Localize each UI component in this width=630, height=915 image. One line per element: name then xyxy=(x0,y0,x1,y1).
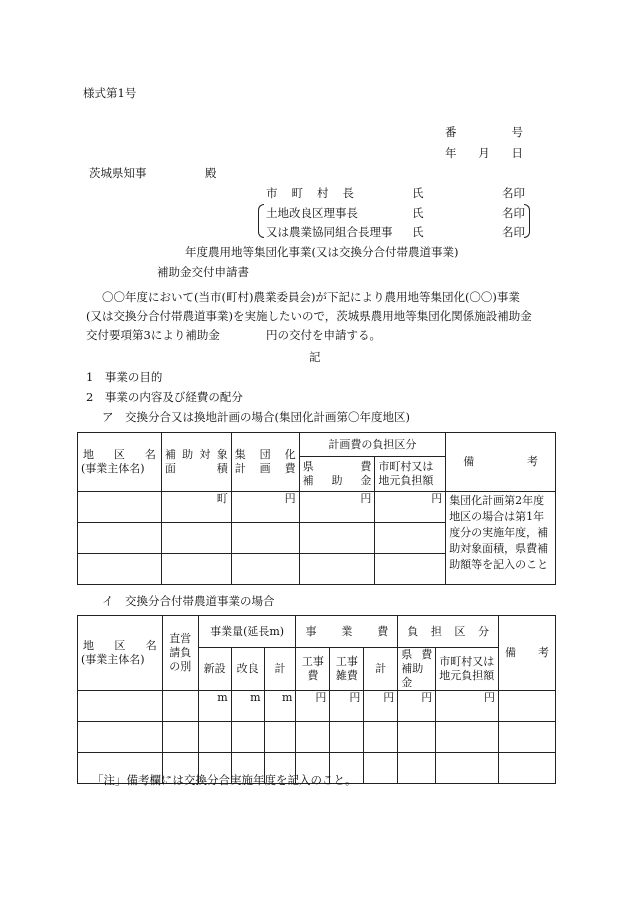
t1-unit-area[interactable]: 町 xyxy=(161,492,231,523)
addressee: 茨城県知事 xyxy=(89,166,147,180)
body-line3b: 円の交付を申請する。 xyxy=(266,328,381,342)
footnote: 「注」備考欄には交換分合実施年度を記入のこと。 xyxy=(92,773,357,787)
t1-cell[interactable] xyxy=(231,523,299,554)
applicant-landimprovement-name: 氏 xyxy=(412,206,424,220)
table-plan-cost xyxy=(77,432,556,585)
title-line1: 年度農用地等集団化事業(又は交換分合付帯農道事業) xyxy=(185,245,459,259)
applicant-coop-name: 氏 xyxy=(412,225,424,239)
t2-header-district: 地 区 名 (事業主体名) xyxy=(78,616,163,691)
t1-cell[interactable] xyxy=(375,523,446,554)
applicant-mayor-role: 市 町 村 長 xyxy=(266,186,354,200)
t1-cell[interactable] xyxy=(161,554,231,585)
applicant-landimprovement-role: 土地改良区理事長 xyxy=(266,206,358,220)
t2-cell[interactable] xyxy=(78,691,163,722)
t1-header-muni-burden: 市町村又は 地元負担額 xyxy=(375,457,446,492)
t2-unit-yen[interactable]: 円 xyxy=(364,691,398,722)
form-number: 様式第1号 xyxy=(83,86,137,100)
t2-cell[interactable] xyxy=(296,722,330,753)
t2-header-work: 事業量(延長m) xyxy=(198,616,296,648)
t2-cell[interactable] xyxy=(499,722,556,753)
section-1: 1 事業の目的 xyxy=(86,370,163,384)
t1-cell[interactable] xyxy=(78,554,162,585)
title-line2: 補助金交付申請書 xyxy=(157,265,249,279)
t1-cell[interactable] xyxy=(78,523,162,554)
t1-header-pref-subsidy: 県 費 補 助 金 xyxy=(299,457,375,492)
t2-unit-yen[interactable]: 円 xyxy=(398,691,436,722)
body-line3a: 交付要項第3により補助金 xyxy=(86,328,220,342)
applicant-mayor-name: 氏 xyxy=(412,186,424,200)
t2-header-pref: 県 費 補助金 xyxy=(398,648,436,691)
table-road-cost xyxy=(77,615,556,784)
t2-cell[interactable] xyxy=(499,753,556,784)
t1-cell[interactable] xyxy=(299,523,375,554)
t2-unit-yen[interactable]: 円 xyxy=(296,691,330,722)
t2-cell[interactable] xyxy=(330,722,364,753)
body-line2: (又は交換分合付帯農道事業)を実施したいので，茨城県農用地等集団化関係施設補助金 xyxy=(86,309,532,323)
applicant-landimprovement-seal: 名印 xyxy=(502,206,525,220)
t1-cell[interactable] xyxy=(161,523,231,554)
t2-cell[interactable] xyxy=(198,722,231,753)
t1-cell[interactable] xyxy=(78,492,162,523)
t1-cell[interactable] xyxy=(375,554,446,585)
t1-cell[interactable] xyxy=(231,554,299,585)
applicant-coop-seal: 名印 xyxy=(502,225,525,239)
t2-header-remarks: 備 考 xyxy=(499,616,556,691)
t2-unit-yen[interactable]: 円 xyxy=(330,691,364,722)
t2-header-work-total: 計 xyxy=(264,648,296,691)
bracket-left xyxy=(258,204,264,238)
t1-header-district: 地 区 名 (事業主体名) xyxy=(78,433,162,492)
t2-header-cost: 事 業 費 xyxy=(296,616,398,648)
t2-cell[interactable] xyxy=(78,722,163,753)
t2-header-construction: 工事 費 xyxy=(296,648,330,691)
body-line1: 〇〇年度において(当市(町村)農業委員会)が下記により農用地等集団化(〇〇)事業 xyxy=(102,290,520,304)
t2-cell[interactable] xyxy=(231,722,264,753)
t1-unit-yen[interactable]: 円 xyxy=(299,492,375,523)
t1-unit-yen[interactable]: 円 xyxy=(231,492,299,523)
t1-header-burden: 計画費の負担区分 xyxy=(299,433,446,457)
ki-heading: 記 xyxy=(309,350,321,364)
t1-remarks-note: 集団化計画第2年度地区の場合は第1年度分の実施年度，補助対象面積，県費補助額等を記入のこと xyxy=(446,492,556,585)
t2-cell[interactable] xyxy=(264,722,296,753)
t1-unit-yen[interactable]: 円 xyxy=(375,492,446,523)
t2-header-direct: 直営 請負 の別 xyxy=(162,616,198,691)
honorific: 殿 xyxy=(205,166,217,180)
date-line: 年 月 日 xyxy=(445,146,523,160)
t2-unit-m[interactable]: m xyxy=(231,691,264,722)
t2-header-cost-total: 計 xyxy=(364,648,398,691)
section-a: ア 交換分合又は換地計画の場合(集団化計画第〇年度地区) xyxy=(102,410,410,424)
section-i: イ 交換分合付帯農道事業の場合 xyxy=(102,594,275,608)
t2-header-misc: 工事 雑費 xyxy=(330,648,364,691)
t2-header-muni: 市町村又は 地元負担額 xyxy=(436,648,499,691)
t2-header-new: 新設 xyxy=(198,648,231,691)
t2-cell[interactable] xyxy=(499,691,556,722)
t1-header-remarks: 備 考 xyxy=(446,433,556,492)
number-line: 番 号 xyxy=(445,125,523,139)
t2-unit-m[interactable]: m xyxy=(198,691,231,722)
t2-cell[interactable] xyxy=(162,691,198,722)
t1-cell[interactable] xyxy=(299,554,375,585)
t1-header-plan-cost: 集 団 化 計 画 費 xyxy=(231,433,299,492)
section-2: 2 事業の内容及び経費の配分 xyxy=(86,390,243,404)
t2-cell[interactable] xyxy=(364,722,398,753)
t2-cell[interactable] xyxy=(398,722,436,753)
t2-cell[interactable] xyxy=(398,753,436,784)
t2-unit-m[interactable]: m xyxy=(264,691,296,722)
t2-cell[interactable] xyxy=(436,753,499,784)
t2-unit-yen[interactable]: 円 xyxy=(436,691,499,722)
t2-cell[interactable] xyxy=(162,722,198,753)
t2-cell[interactable] xyxy=(436,722,499,753)
applicant-mayor-seal: 名印 xyxy=(502,186,525,200)
t2-header-improve: 改良 xyxy=(231,648,264,691)
t2-cell[interactable] xyxy=(364,753,398,784)
applicant-coop-role: 又は農業協同組合長理事 xyxy=(266,225,393,239)
t2-header-burden: 負 担 区 分 xyxy=(398,616,499,648)
t1-header-area: 補 助 対 象 面 積 xyxy=(161,433,231,492)
